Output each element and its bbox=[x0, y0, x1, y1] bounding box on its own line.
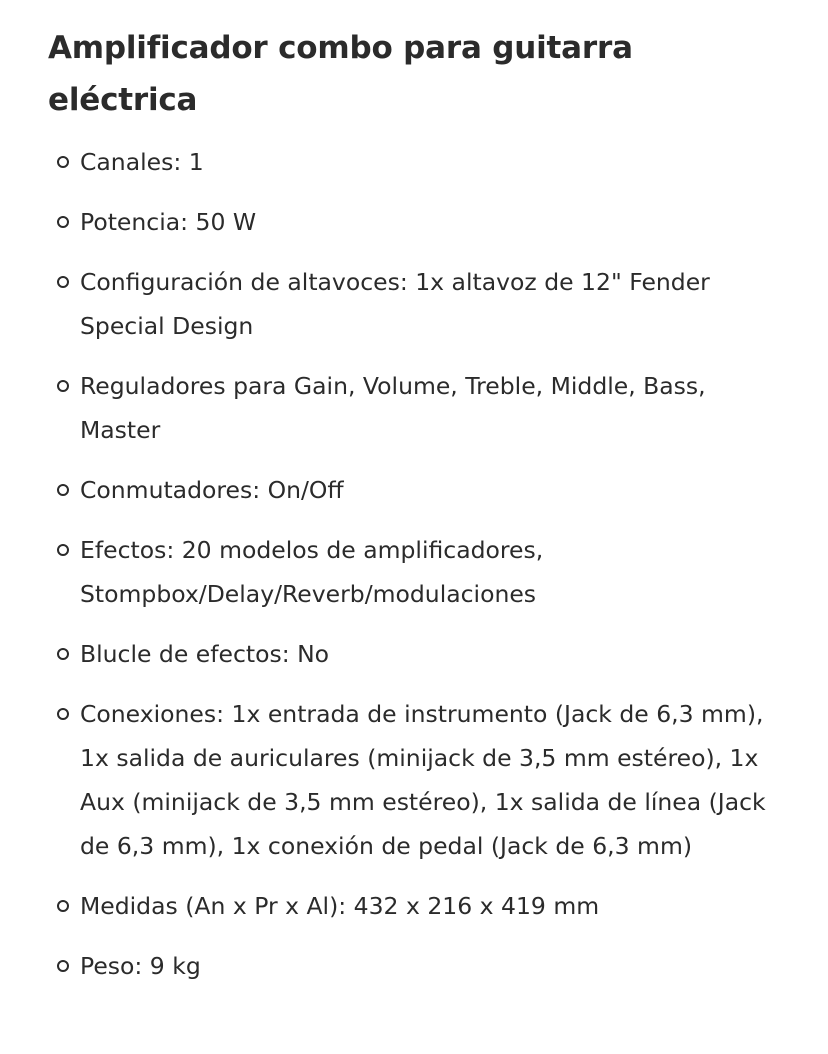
circle-bullet-icon bbox=[57, 216, 69, 228]
spec-item-speakers bbox=[48, 260, 788, 348]
circle-bullet-icon bbox=[57, 484, 69, 496]
spec-text: Blucle de efectos: No bbox=[80, 640, 330, 668]
spec-item-weight bbox=[48, 944, 788, 988]
spec-text: Conexiones: 1x entrada de instrumento (Jack de 6,3 mm), 1x salida de auriculares (minijack de 3,5 mm estéreo), 1x Aux (minijack de 3,5 mm estéreo), 1x salida de línea (Jack de 6,3 mm), 1x conexión de pedal (Jack de 6,3 mm) bbox=[80, 700, 766, 860]
spec-text: Medidas (An x Pr x Al): 432 x 216 x 419 mm bbox=[80, 892, 600, 920]
spec-text: Efectos: 20 modelos de amplificadores, Stompbox/Delay/Reverb/modulaciones bbox=[80, 536, 544, 608]
spec-item-effects bbox=[48, 528, 788, 616]
circle-bullet-icon bbox=[57, 708, 69, 720]
spec-text: Potencia: 50 W bbox=[80, 208, 257, 236]
section-title: Amplificador combo para guitarra eléctrica bbox=[48, 30, 633, 118]
circle-bullet-icon bbox=[57, 156, 69, 168]
spec-text: Configuración de altavoces: 1x altavoz de 12" Fender Special Design bbox=[80, 268, 710, 340]
spec-text: Peso: 9 kg bbox=[80, 952, 201, 980]
spec-text: Canales: 1 bbox=[80, 148, 204, 176]
spec-item-dimensions bbox=[48, 884, 788, 928]
spec-item-channels bbox=[48, 140, 788, 184]
spec-item-effects-loop bbox=[48, 632, 788, 676]
spec-text: Reguladores para Gain, Volume, Treble, Middle, Bass, Master bbox=[80, 372, 706, 444]
spec-text: Conmutadores: On/Off bbox=[80, 476, 344, 504]
spec-item-controls bbox=[48, 364, 788, 452]
spec-list bbox=[48, 140, 788, 988]
spec-item-power bbox=[48, 200, 788, 244]
circle-bullet-icon bbox=[57, 380, 69, 392]
circle-bullet-icon bbox=[57, 960, 69, 972]
circle-bullet-icon bbox=[57, 648, 69, 660]
circle-bullet-icon bbox=[57, 276, 69, 288]
circle-bullet-icon bbox=[57, 900, 69, 912]
spec-item-switches bbox=[48, 468, 788, 512]
circle-bullet-icon bbox=[57, 544, 69, 556]
spec-item-connections bbox=[48, 692, 788, 868]
